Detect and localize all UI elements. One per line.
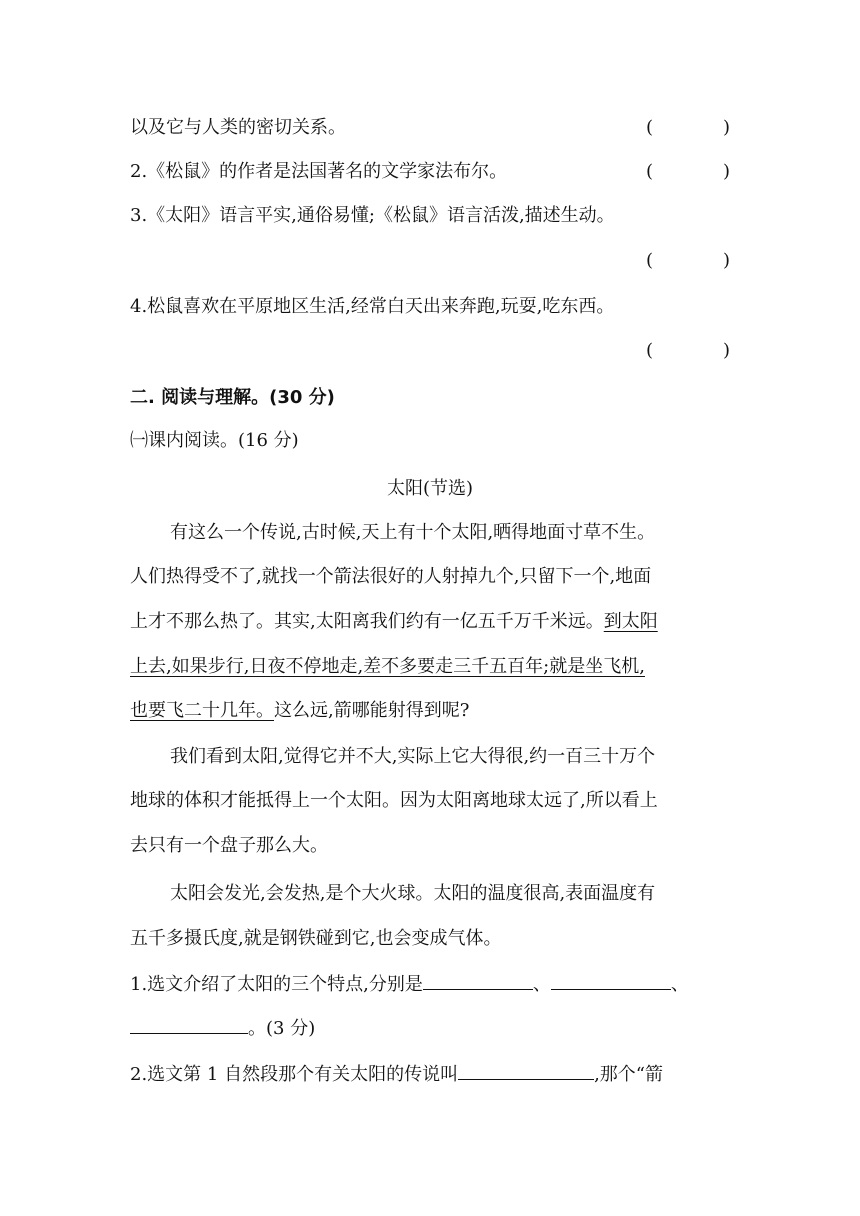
- underlined-sentence: 也要飞二十几年。: [130, 700, 274, 721]
- sub-section-heading: ㈠课内阅读。(16 分): [130, 430, 299, 451]
- section-heading: 二. 阅读与理解。(30 分): [130, 387, 335, 408]
- paren-close: ): [722, 161, 730, 182]
- judge-item-4: 4.松鼠喜欢在平原地区生活,经常白天出来奔跑,玩耍,吃东西。: [130, 296, 615, 317]
- passage-title: 太阳(节选): [386, 478, 474, 499]
- question-1-continued: [130, 1015, 315, 1041]
- passage-p1-line2: 人们热得受不了,就找一个箭法很好的人射掉九个,只留下一个,地面: [130, 566, 652, 587]
- judge-item-3: 3.《太阳》语言平实,通俗易懂;《松鼠》语言活泼,描述生动。: [130, 205, 615, 226]
- paren-close: ): [722, 340, 730, 361]
- passage-text: 上才不那么热了。其实,太阳离我们约有一亿五千万千米远。: [130, 611, 604, 632]
- question-1-text: 1.选文介绍了太阳的三个特点,分别是: [130, 974, 423, 995]
- passage-p1-line1: 有这么一个传说,古时候,天上有十个太阳,晒得地面寸草不生。: [170, 522, 656, 543]
- underlined-sentence: 上去,如果步行,日夜不停地走,差不多要走三千五百年;就是坐飞机,: [130, 656, 645, 677]
- question-1: [130, 971, 689, 997]
- passage-p2-line3: 去只有一个盘子那么大。: [130, 835, 328, 856]
- answer-blank-3[interactable]: [130, 1015, 248, 1034]
- underlined-sentence: 到太阳: [603, 611, 658, 632]
- judge-item-2: 2.《松鼠》的作者是法国著名的文学家法布尔。: [130, 161, 508, 182]
- answer-paren-3[interactable]: [646, 249, 730, 273]
- question-2-text-cont: ,那个“箭: [594, 1064, 664, 1085]
- paren-open: (: [646, 117, 654, 138]
- paren-close: ): [722, 250, 730, 271]
- paren-open: (: [646, 340, 654, 361]
- passage-p2-line2: 地球的体积才能抵得上一个太阳。因为太阳离地球太远了,所以看上: [130, 790, 658, 811]
- passage-text: 这么远,箭哪能射得到呢?: [274, 700, 470, 721]
- passage-p3-line1: 太阳会发光,会发热,是个大火球。太阳的温度很高,表面温度有: [170, 883, 656, 904]
- question-2: [130, 1061, 663, 1087]
- answer-blank-1[interactable]: [423, 971, 533, 990]
- separator: 、: [670, 974, 689, 995]
- question-1-score: 。(3 分): [248, 1018, 316, 1039]
- answer-paren-4[interactable]: [646, 339, 730, 363]
- paren-open: (: [646, 250, 654, 271]
- passage-p1-line3: [130, 610, 658, 634]
- separator: 、: [532, 974, 551, 995]
- question-2-text: 2.选文第 1 自然段那个有关太阳的传说叫: [130, 1064, 459, 1085]
- answer-paren-2[interactable]: [646, 160, 730, 184]
- passage-p2-line1: 我们看到太阳,觉得它并不大,实际上它大得很,约一百三十万个: [170, 746, 656, 767]
- answer-paren-1[interactable]: [646, 116, 730, 140]
- answer-blank-2[interactable]: [551, 971, 671, 990]
- judge-item-1-continued: 以及它与人类的密切关系。: [130, 117, 346, 138]
- passage-p3-line2: 五千多摄氏度,就是钢铁碰到它,也会变成气体。: [130, 928, 502, 949]
- paren-open: (: [646, 161, 654, 182]
- passage-p1-line5: [130, 699, 469, 723]
- answer-blank-4[interactable]: [458, 1061, 594, 1080]
- paren-close: ): [722, 117, 730, 138]
